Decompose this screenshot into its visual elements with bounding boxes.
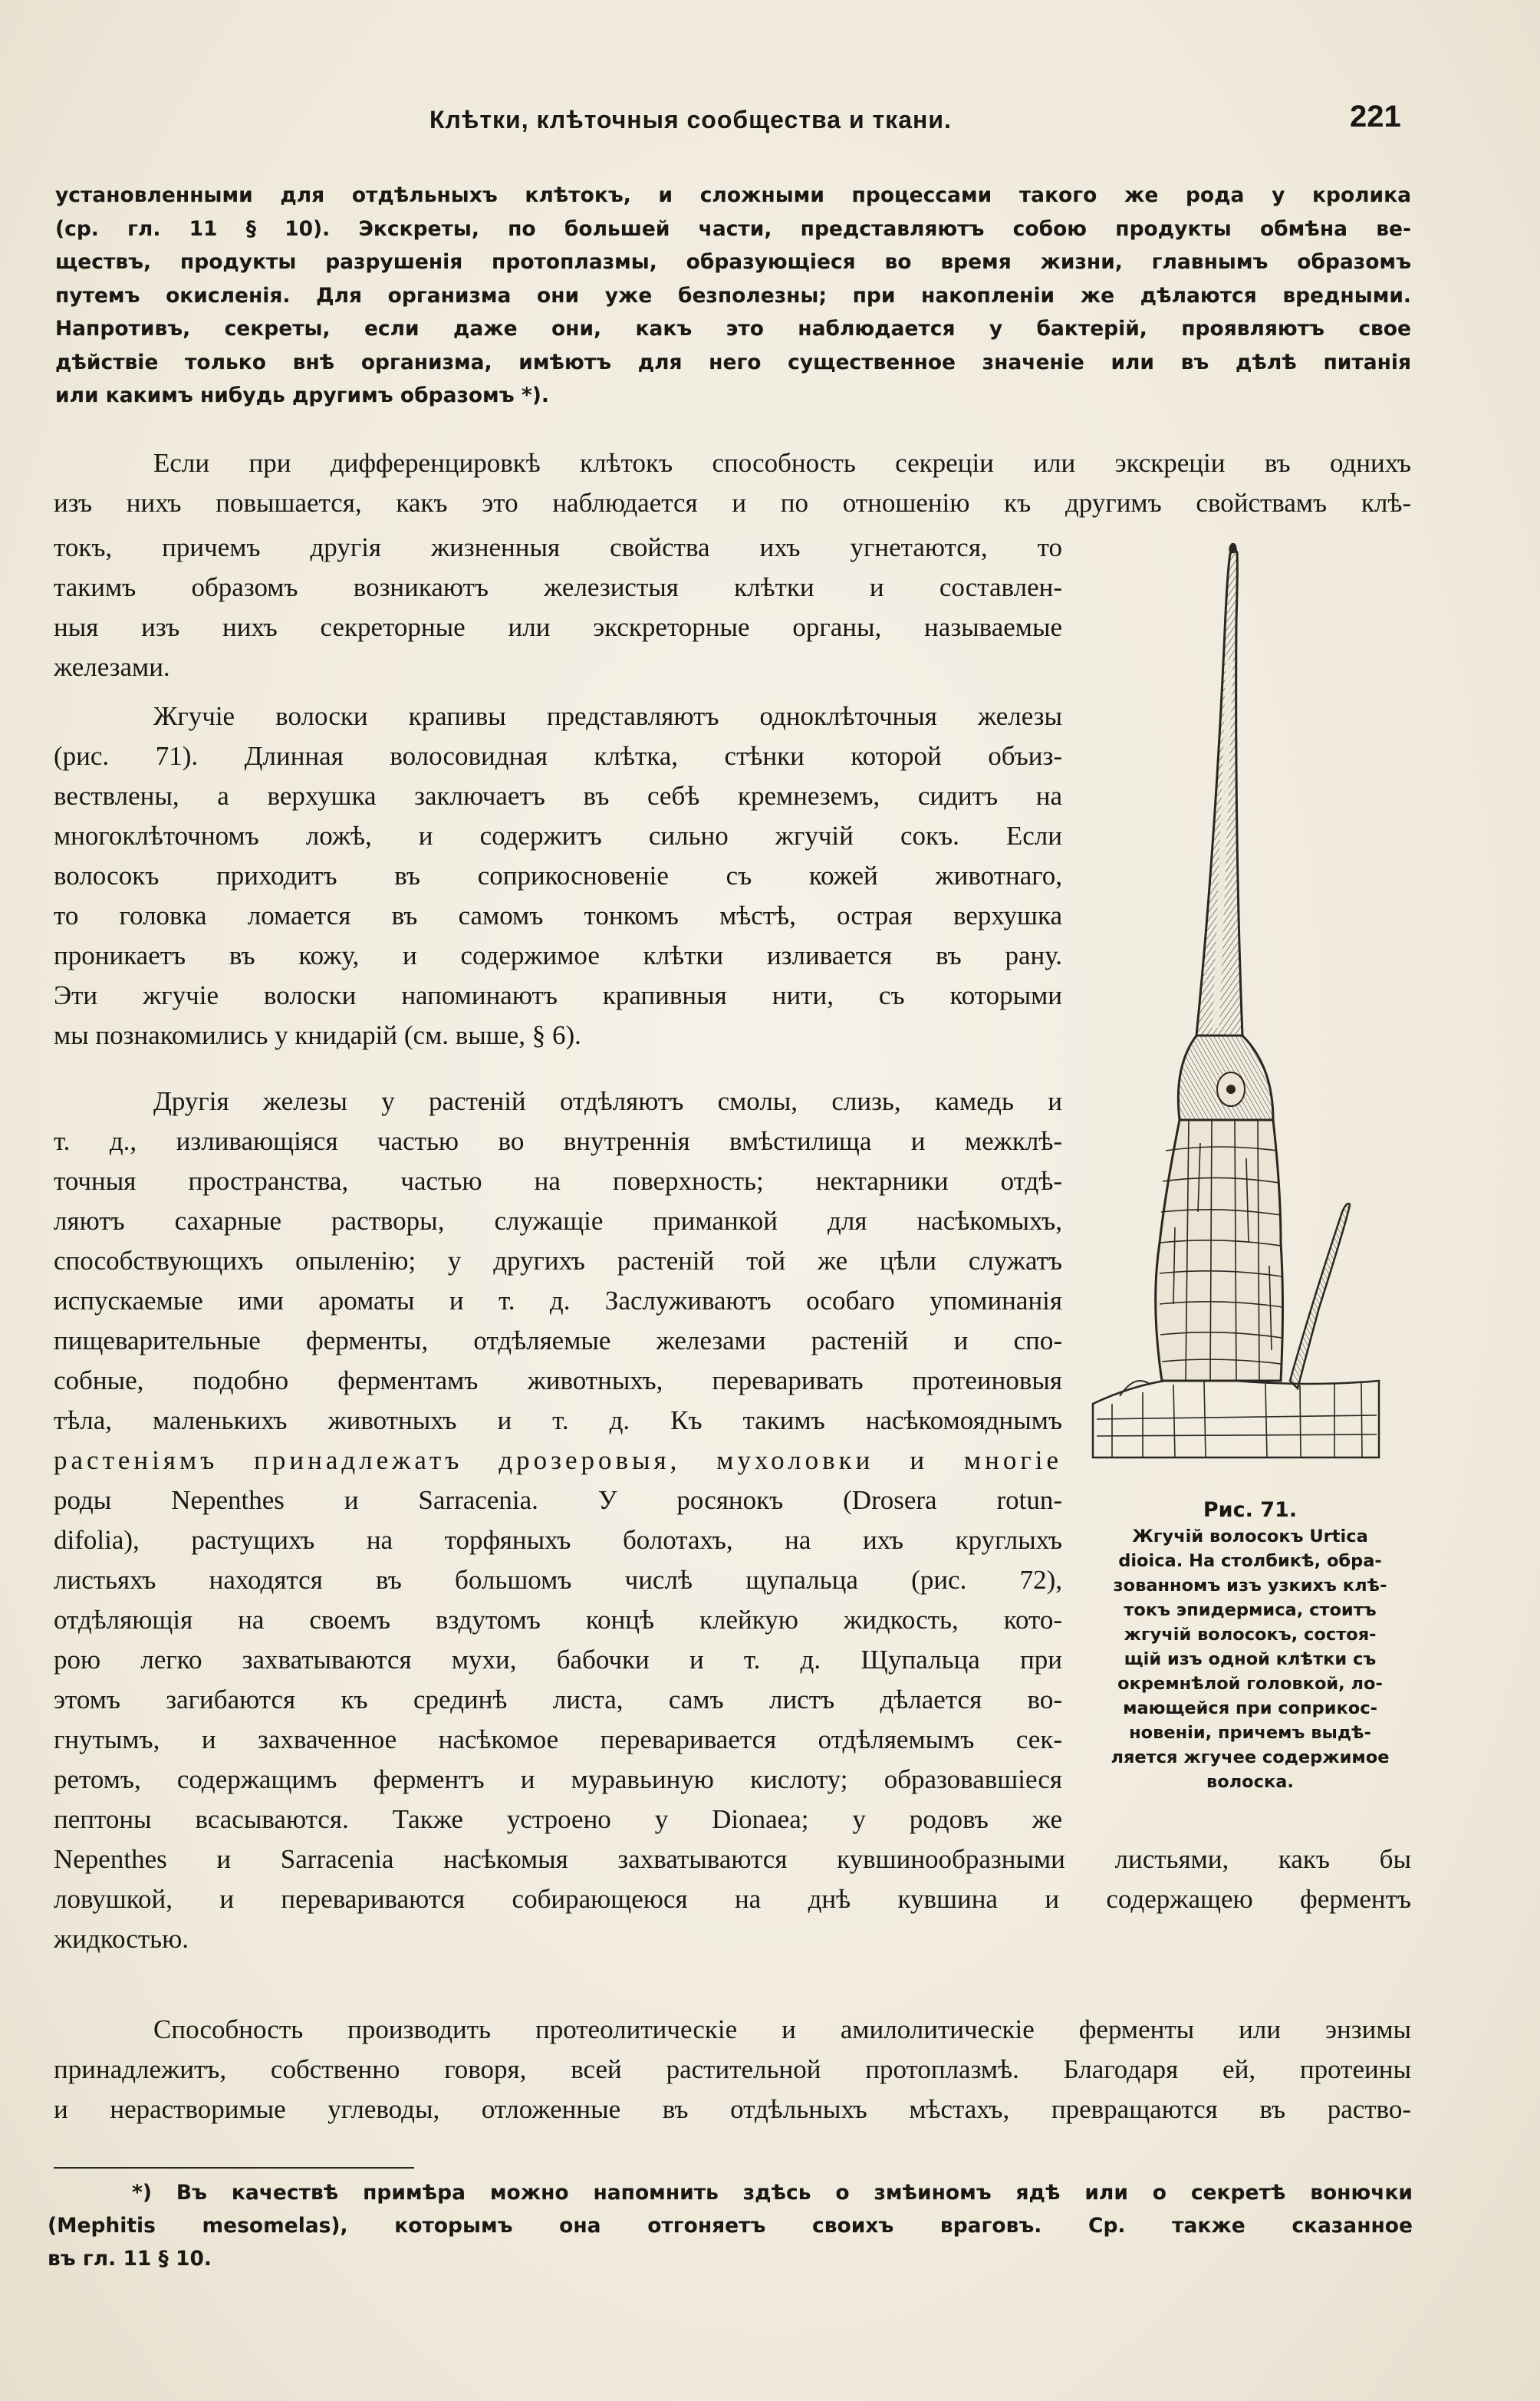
footnote-divider: [54, 2167, 414, 2169]
text-line: проникаетъ въ кожу, и содержимое клѣтки изливается въ рану.: [54, 940, 1062, 970]
text-line: жидкостью.: [54, 1924, 189, 1954]
text-line: вествлены, а верхушка заключаетъ въ себѣ кремнеземъ, сидитъ на: [54, 781, 1062, 811]
text-line: способствующихъ опыленію; у другихъ растеній той же цѣли служатъ: [54, 1246, 1062, 1276]
footnote-line: *) Въ качествѣ примѣра можно напомнить здѣсь о змѣиномъ ядѣ или о секретѣ вонючки: [132, 2181, 1413, 2205]
text-line: ществъ, продукты разрушенія протоплазмы, образующіеся во время жизни, главнымъ образомъ: [55, 250, 1411, 274]
text-line: рою легко захватываются мухи, бабочки и т. д. Щупальца при: [54, 1645, 1062, 1675]
small-print-paragraph: [55, 179, 1411, 413]
caption-line: мающейся при соприкос-: [1123, 1698, 1377, 1718]
stinging-hair-illustration: [1089, 537, 1380, 1465]
caption-line: новеніи, причемъ выдѣ-: [1129, 1723, 1371, 1743]
text-line: мы познакомились у книдарій (см. выше, § 6).: [54, 1020, 581, 1050]
text-line: железами.: [54, 652, 170, 682]
text-line: точныя пространства, частью на поверхность; нектарники отдѣ-: [54, 1166, 1062, 1196]
text-line: или какимъ нибудь другимъ образомъ *).: [55, 384, 549, 407]
page-number: 221: [1350, 100, 1401, 133]
text-line: (рис. 71). Длинная волосовидная клѣтка, стѣнки которой объиз-: [54, 741, 1062, 771]
text-line: т. д., изливающіяся частью во внутреннія вмѣстилища и межклѣ-: [54, 1126, 1062, 1156]
text-line: тѣла, маленькихъ животныхъ и т. д. Къ такимъ насѣкомояднымъ: [54, 1405, 1062, 1435]
caption-line: Жгучій волосокъ Urtica: [1132, 1527, 1368, 1546]
paragraph-plant-glands: [54, 1082, 1062, 1839]
paragraph-plant-glands-wide: [54, 1839, 1411, 1959]
text-line: многоклѣточномъ ложѣ, и содержитъ сильно жгучій сокъ. Если: [54, 821, 1062, 851]
caption-line: dioica. На столбикѣ, обра-: [1118, 1551, 1382, 1571]
text-line: испускаемые ими ароматы и т. д. Заслуживаютъ особаго упоминанія: [54, 1286, 1062, 1316]
text-line: принадлежитъ, собственно говоря, всей растительной протоплазмѣ. Благодаря ей, протеины: [54, 2054, 1411, 2084]
text-line: Способность производить протеолитическіе и амилолитическіе ферменты или энзимы: [153, 2014, 1411, 2044]
text-line: этомъ загибаются къ срединѣ листа, самъ листъ дѣлается во-: [54, 1685, 1062, 1714]
text-line: роды Nepenthes и Sarracenia. У росянокъ (Drosera rotun-: [54, 1485, 1062, 1515]
text-line: такимъ образомъ возникаютъ железистыя клѣтки и составлен-: [54, 572, 1062, 602]
paragraph-glands-narrow: [54, 528, 1062, 687]
text-line: Nepenthes и Sarracenia насѣкомыя захватываются кувшинообразными листьями, какъ бы: [54, 1844, 1411, 1874]
text-line: ныя изъ нихъ секреторные или экскреторные органы, называемые: [54, 612, 1062, 642]
caption-line: окремнѣлой головкой, ло-: [1117, 1674, 1383, 1694]
text-line: Если при дифференцировкѣ клѣтокъ способность секреціи или экскреціи въ однихъ: [153, 448, 1411, 478]
paragraph-enzymes: [54, 2010, 1411, 2129]
text-line: токъ, причемъ другія жизненныя свойства ихъ угнетаются, то: [54, 532, 1062, 562]
text-line: Другія железы у растеній отдѣляютъ смолы, слизь, камедь и: [153, 1086, 1062, 1116]
text-line: ретомъ, содержащимъ ферментъ и муравьиную кислоту; образовавшіеся: [54, 1764, 1062, 1794]
text-line: difolia), растущихъ на торфяныхъ болотахъ, на ихъ круглыхъ: [54, 1525, 1062, 1555]
text-line: и нерастворимые углеводы, отложенные въ отдѣльныхъ мѣстахъ, превращаются въ раство-: [54, 2094, 1411, 2124]
figure-label: Рис. 71.: [1203, 1498, 1298, 1522]
text-line: то головка ломается въ самомъ тонкомъ мѣстѣ, острая верхушка: [54, 901, 1062, 930]
text-line: Напротивъ, секреты, если даже они, какъ это наблюдается у бактерій, проявляютъ свое: [55, 317, 1411, 341]
caption-line: волоска.: [1206, 1772, 1294, 1792]
text-line: пептоны всасываются. Также устроено у Dionaea; у родовъ же: [54, 1804, 1062, 1834]
caption-line: токъ эпидермиса, стоитъ: [1124, 1600, 1377, 1620]
text-line: ляютъ сахарные растворы, служащіе приманкой для насѣкомыхъ,: [54, 1206, 1062, 1236]
paragraph-glands-wide: [54, 443, 1411, 523]
paragraph-nettle-hairs: [54, 697, 1062, 1056]
text-line: установленными для отдѣльныхъ клѣтокъ, и сложными процессами такого же рода у кролика: [55, 183, 1411, 207]
caption-line: щій изъ одной клѣтки съ: [1124, 1649, 1377, 1669]
text-line: листьяхъ находятся въ большомъ числѣ щупальца (рис. 72),: [54, 1565, 1062, 1595]
caption-line: жгучій волосокъ, состоя-: [1124, 1625, 1377, 1645]
caption-line: зованномъ изъ узкихъ клѣ-: [1113, 1576, 1387, 1596]
text-line: отдѣляющія на своемъ вздутомъ концѣ клейкую жидкость, кото-: [54, 1605, 1062, 1635]
figure-caption: [1081, 1498, 1419, 1794]
caption-line: ляется жгучее содержимое: [1111, 1747, 1390, 1767]
text-line: (ср. гл. 11 § 10). Экскреты, по большей части, представляютъ собою продукты обмѣна ве-: [55, 216, 1411, 241]
text-line: Жгучіе волоски крапивы представляютъ одноклѣточныя железы: [153, 701, 1062, 731]
footnote: [48, 2176, 1413, 2275]
text-line: растеніямъ принадлежатъ дрозеровыя, мухоловки и многіе: [54, 1445, 1062, 1475]
text-line: Эти жгучіе волоски напоминаютъ крапивныя нити, съ которыми: [54, 980, 1062, 1010]
text-line: волосокъ приходитъ въ соприкосновеніе съ кожей животнаго,: [54, 861, 1062, 891]
text-line: путемъ окисленія. Для организма они уже безполезны; при накопленіи же дѣлаются вредными.: [55, 283, 1411, 308]
text-line: изъ нихъ повышается, какъ это наблюдается и по отношенію къ другимъ свойствамъ клѣ-: [54, 488, 1411, 518]
text-line: ловушкой, и перевариваются собирающеюся на днѣ кувшина и содержащею ферментъ: [54, 1884, 1411, 1914]
footnote-line: въ гл. 11 § 10.: [48, 2247, 212, 2271]
text-line: собные, подобно ферментамъ животныхъ, переваривать протеиновыя: [54, 1365, 1062, 1395]
running-head: Клѣтки, клѣточныя сообщества и ткани.: [429, 106, 952, 133]
footnote-line: (Mephitis mesomelas), которымъ она отгоняетъ своихъ враговъ. Ср. также сказанное: [48, 2214, 1413, 2238]
text-line: дѣйствіе только внѣ организма, имѣютъ для него существенное значеніе или въ дѣлѣ питанія: [55, 350, 1411, 374]
text-line: пищеварительные ферменты, отдѣляемые железами растеній и спо-: [54, 1326, 1062, 1355]
text-line: гнутымъ, и захваченное насѣкомое переваривается отдѣляемымъ сек-: [54, 1724, 1062, 1754]
